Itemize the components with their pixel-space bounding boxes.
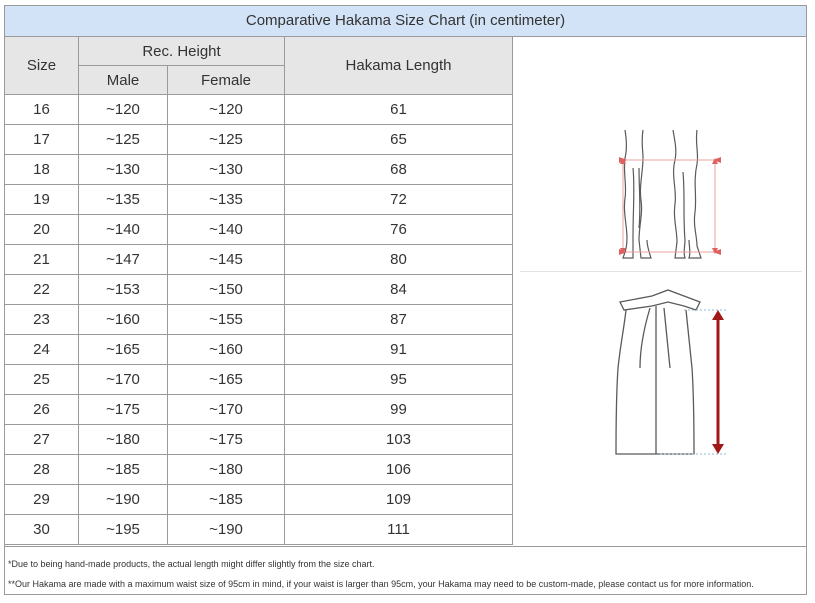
table-row: [5, 395, 513, 425]
cell-male: ~147: [79, 245, 168, 275]
size-table: [4, 36, 513, 545]
cell-size: 16: [5, 95, 79, 125]
size-table-body: [5, 95, 513, 545]
table-row: [5, 515, 513, 545]
table-row: [5, 185, 513, 215]
cell-female: ~190: [168, 515, 285, 545]
cell-size: 29: [5, 485, 79, 515]
table-row: [5, 95, 513, 125]
cell-male: ~165: [79, 335, 168, 365]
table-row: [5, 425, 513, 455]
cell-male: ~160: [79, 305, 168, 335]
footnote-waist: **Our Hakama are made with a maximum waist size of 95cm in mind, if your waist is larger than 95cm, your Hakama may need to be custom-made, please contact us for more information.: [8, 579, 754, 589]
cell-hakama-length: 76: [285, 215, 513, 245]
footnote-handmade: *Due to being hand-made products, the actual length might differ slightly from the size chart.: [8, 559, 375, 569]
cell-female: ~170: [168, 395, 285, 425]
cell-male: ~140: [79, 215, 168, 245]
header-male: Male: [79, 66, 168, 95]
cell-hakama-length: 109: [285, 485, 513, 515]
cell-male: ~175: [79, 395, 168, 425]
cell-hakama-length: 68: [285, 155, 513, 185]
cell-size: 27: [5, 425, 79, 455]
table-row: [5, 155, 513, 185]
cell-male: ~135: [79, 185, 168, 215]
cell-hakama-length: 95: [285, 365, 513, 395]
measurement-figures: [512, 36, 806, 546]
cell-size: 23: [5, 305, 79, 335]
cell-size: 21: [5, 245, 79, 275]
cell-male: ~120: [79, 95, 168, 125]
cell-hakama-length: 103: [285, 425, 513, 455]
header-rec-height: Rec. Height: [79, 37, 285, 66]
header-size: Size: [5, 37, 79, 95]
cell-female: ~155: [168, 305, 285, 335]
chart-title: Comparative Hakama Size Chart (in centimeter): [5, 6, 806, 37]
table-row: [5, 125, 513, 155]
cell-female: ~135: [168, 185, 285, 215]
table-row: [5, 455, 513, 485]
cell-size: 25: [5, 365, 79, 395]
cell-size: 20: [5, 215, 79, 245]
size-chart-frame: [4, 5, 807, 595]
cell-size: 26: [5, 395, 79, 425]
cell-size: 19: [5, 185, 79, 215]
cell-size: 17: [5, 125, 79, 155]
cell-female: ~160: [168, 335, 285, 365]
cell-male: ~170: [79, 365, 168, 395]
table-row: [5, 275, 513, 305]
cell-female: ~130: [168, 155, 285, 185]
cell-hakama-length: 72: [285, 185, 513, 215]
cell-hakama-length: 99: [285, 395, 513, 425]
cell-female: ~145: [168, 245, 285, 275]
table-row: [5, 485, 513, 515]
cell-hakama-length: 80: [285, 245, 513, 275]
diagram-divider: [520, 271, 802, 272]
cell-male: ~190: [79, 485, 168, 515]
cell-male: ~130: [79, 155, 168, 185]
cell-size: 30: [5, 515, 79, 545]
table-row: [5, 305, 513, 335]
cell-female: ~185: [168, 485, 285, 515]
table-row: [5, 365, 513, 395]
cell-hakama-length: 91: [285, 335, 513, 365]
table-row: [5, 215, 513, 245]
cell-size: 28: [5, 455, 79, 485]
header-hakama-length: Hakama Length: [285, 37, 513, 95]
cell-size: 18: [5, 155, 79, 185]
cell-male: ~153: [79, 275, 168, 305]
legs-measurement-diagram-icon: [597, 128, 727, 268]
cell-size: 24: [5, 335, 79, 365]
cell-size: 22: [5, 275, 79, 305]
cell-female: ~180: [168, 455, 285, 485]
cell-female: ~175: [168, 425, 285, 455]
cell-female: ~125: [168, 125, 285, 155]
cell-male: ~195: [79, 515, 168, 545]
cell-female: ~140: [168, 215, 285, 245]
cell-hakama-length: 111: [285, 515, 513, 545]
hakama-length-diagram-icon: [610, 288, 730, 466]
header-female: Female: [168, 66, 285, 95]
cell-female: ~120: [168, 95, 285, 125]
cell-female: ~165: [168, 365, 285, 395]
cell-male: ~185: [79, 455, 168, 485]
cell-hakama-length: 87: [285, 305, 513, 335]
cell-female: ~150: [168, 275, 285, 305]
cell-hakama-length: 61: [285, 95, 513, 125]
table-row: [5, 245, 513, 275]
table-row: [5, 335, 513, 365]
cell-male: ~125: [79, 125, 168, 155]
cell-hakama-length: 84: [285, 275, 513, 305]
cell-hakama-length: 106: [285, 455, 513, 485]
cell-male: ~180: [79, 425, 168, 455]
footnotes: [5, 546, 806, 595]
cell-hakama-length: 65: [285, 125, 513, 155]
